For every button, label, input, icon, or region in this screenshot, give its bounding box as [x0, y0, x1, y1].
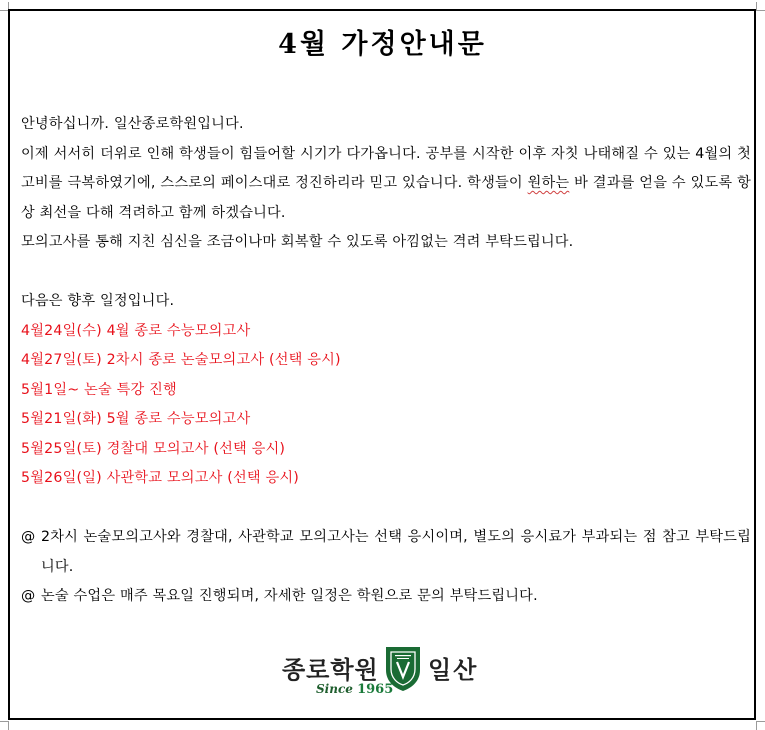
intro-paragraph: 이제 서서히 더위로 인해 학생들이 힘들어할 시기가 다가옵니다. 공부를 시작한 이후 자칫 나태해질 수 있는 4월의 첫 고비를 극복하였기에, 스스로의 페이스대로 정진하리라 믿고 있습니다. 학생들이 원하는 바 결과를 얻을 수 있도록 항상 최선을 다해 격려하고 함께 하겠습니다.: [21, 145, 751, 221]
document-body[interactable]: [21, 110, 751, 612]
note-text: 2차시 논술모의고사와 경찰대, 사관학교 모의고사는 선택 응시이며, 별도의 응시료가 부과되는 점 참고 부탁드립니다.: [41, 529, 751, 575]
schedule-heading: 다음은 향후 일정입니다.: [21, 293, 175, 309]
schedule-item: 4월27일(토) 2차시 종로 논술모의고사 (선택 응시): [21, 352, 341, 368]
logo-city-name: 일산: [428, 656, 479, 684]
page-corner-mark: [756, 721, 765, 730]
document-title: 4월 가정안내문: [278, 29, 487, 60]
at-mark: @: [21, 529, 36, 545]
greeting: 안녕하십니까. 일산종로학원입니다.: [21, 116, 244, 132]
at-mark: @: [21, 588, 36, 604]
schedule-item: 5월25일(토) 경찰대 모의고사 (선택 응시): [21, 440, 286, 457]
shield-emblem-icon: [385, 646, 421, 692]
page-corner-mark: [756, 2, 765, 11]
spellcheck-underline-word: 원하는: [527, 175, 570, 191]
note-text: 논술 수업은 매주 목요일 진행되며, 자세한 일정은 학원으로 문의 부탁드립니다.: [41, 588, 538, 604]
logo-since: Since 1965: [316, 682, 394, 697]
schedule-item: 4월24일(수) 4월 종로 수능모의고사: [21, 322, 251, 339]
page-corner-mark: [0, 721, 9, 730]
academy-logo: [282, 646, 482, 702]
request-paragraph: 모의고사를 통해 지친 심신을 조금이나마 회복할 수 있도록 아낌없는 격려 부탁드립니다.: [21, 234, 574, 250]
schedule-item: 5월21일(화) 5월 종로 수능모의고사: [21, 411, 251, 427]
schedule-item: 5월26일(일) 사관학교 모의고사 (선택 응시): [21, 470, 300, 486]
schedule-item: 5월1일~ 논술 특강 진행: [21, 381, 177, 398]
logo-academy-name: 종로학원: [282, 656, 379, 684]
note-item: [21, 582, 751, 612]
note-item: [21, 523, 751, 582]
